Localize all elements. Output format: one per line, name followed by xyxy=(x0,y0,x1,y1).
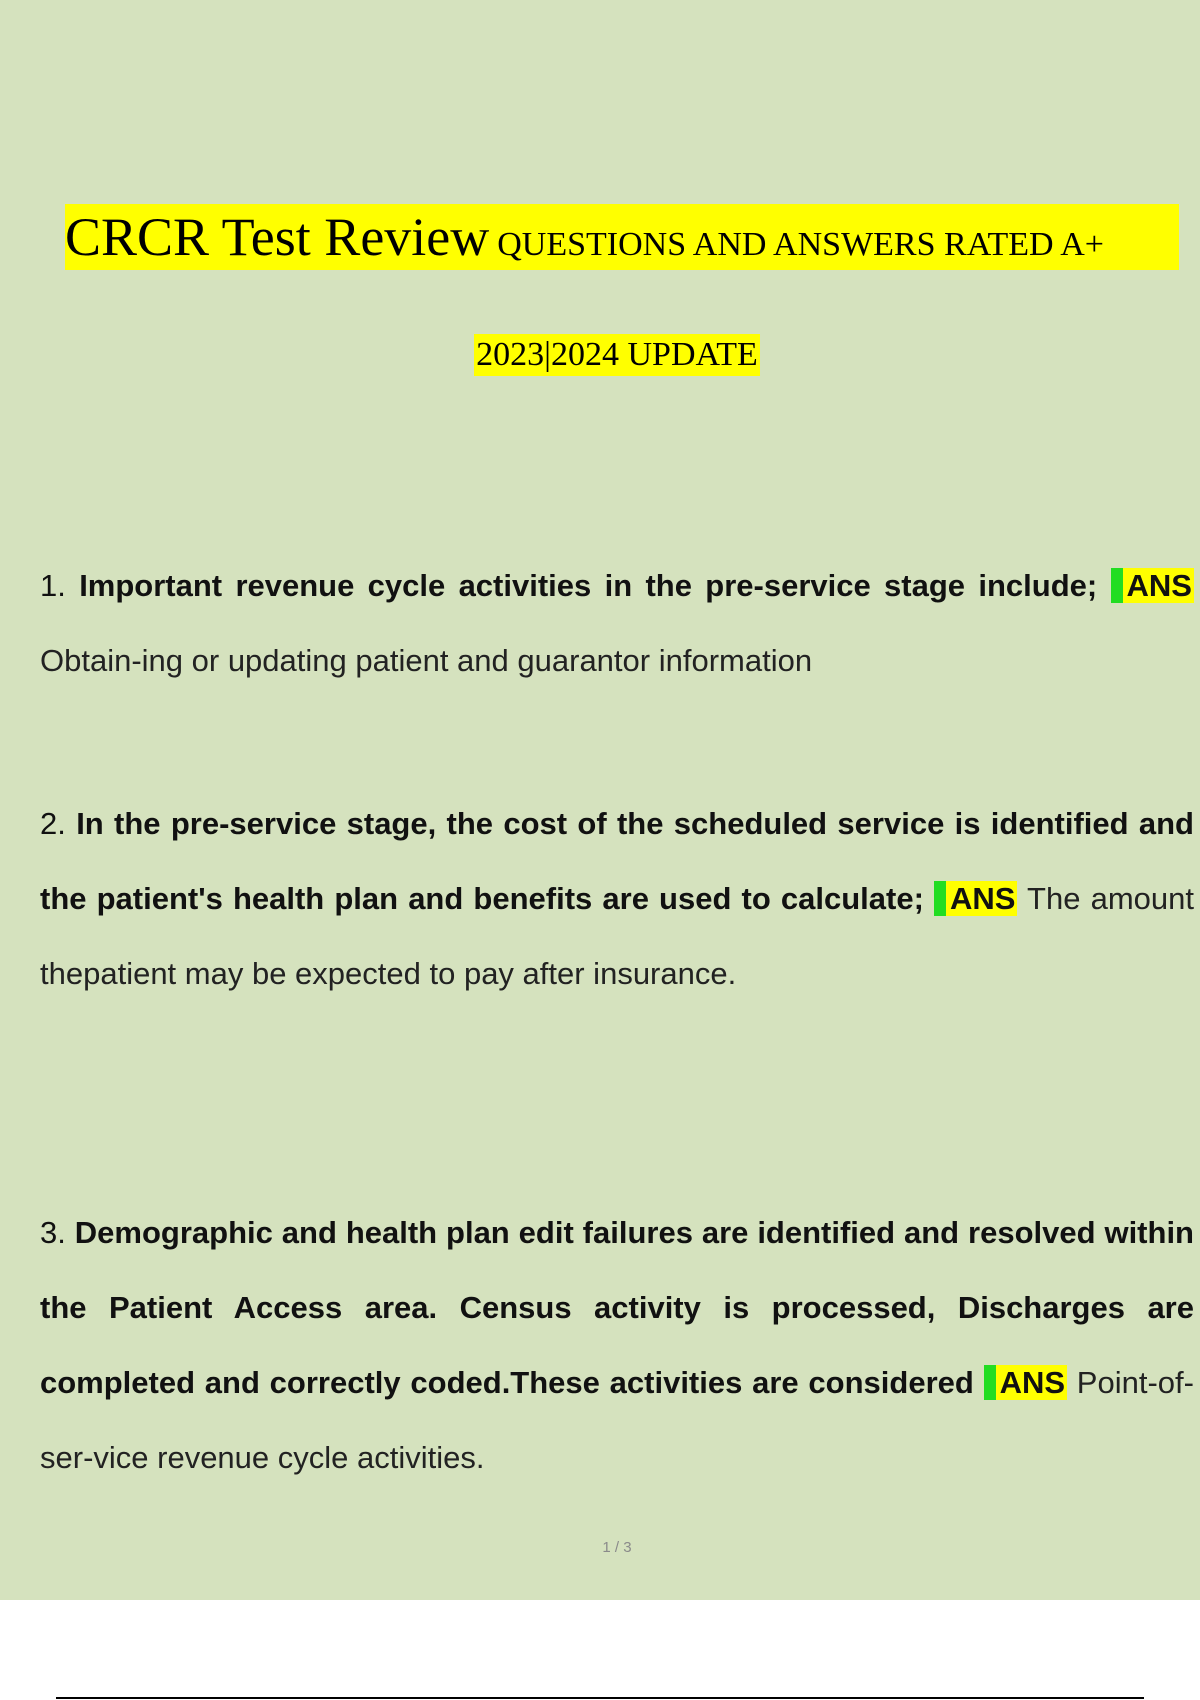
document-subtitle: 2023|2024 UPDATE xyxy=(474,334,760,376)
question-number: 1. xyxy=(40,568,66,603)
page-indicator: 1 / 3 xyxy=(602,1539,632,1556)
qa-item-2 xyxy=(40,786,1194,1011)
answer-text: Obtain-ing or updating patient and guarantor information xyxy=(40,643,813,678)
title-main: CRCR Test Review xyxy=(65,207,490,267)
qa-item-3 xyxy=(40,1195,1194,1495)
question-text: Important revenue cycle activities in the pre-service stage include; xyxy=(79,568,1098,603)
title-rest: QUESTIONS AND ANSWERS RATED A+ xyxy=(497,226,1104,263)
question-number: 2. xyxy=(40,806,66,841)
answer-text: The amount thepatient may be expected to pay after insurance. xyxy=(40,881,1194,991)
question-text: Demographic and health plan edit failures are identified and resolved within the Patient Access area. Census activity is processed, Discharges are completed and correctly coded.These activities are considered xyxy=(40,1215,1194,1400)
question-text: In the pre-service stage, the cost of the scheduled service is identified and the patient's health plan and benefits are used to calculate; xyxy=(40,806,1194,916)
ans-label: ANS xyxy=(934,881,1017,916)
document-title xyxy=(65,204,1179,270)
subtitle-container xyxy=(0,334,1200,376)
qa-item-1 xyxy=(40,548,1194,698)
question-number: 3. xyxy=(40,1215,66,1250)
answer-text: Point-of-ser-vice revenue cycle activities. xyxy=(40,1365,1194,1475)
ans-label: ANS xyxy=(984,1365,1067,1400)
bottom-divider xyxy=(56,1697,1144,1699)
ans-label: ANS xyxy=(1111,568,1194,603)
